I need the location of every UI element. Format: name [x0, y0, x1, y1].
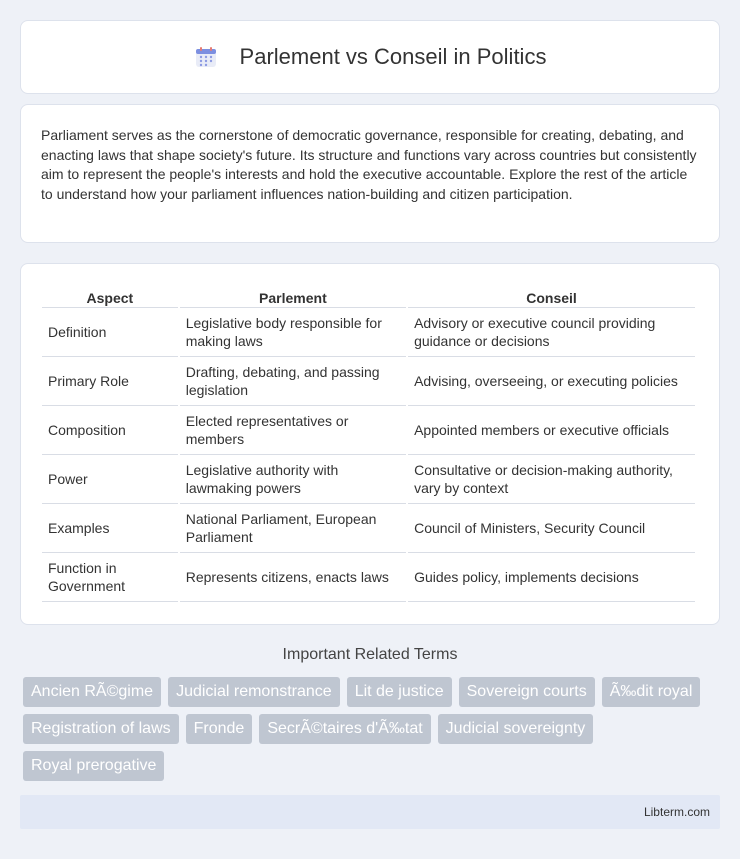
intro-card	[20, 104, 720, 243]
table-cell: Consultative or decision-making authority, vary by context	[408, 455, 695, 504]
table-cell: Elected representatives or members	[180, 406, 406, 455]
table-cell: National Parliament, European Parliament	[180, 504, 406, 553]
related-term-tag[interactable]: SecrÃ©taires d'Ã‰tat	[259, 714, 430, 744]
table-row	[42, 357, 695, 406]
table-row	[42, 308, 695, 357]
table-cell: Primary Role	[42, 357, 178, 406]
table-cell: Definition	[42, 308, 178, 357]
title-card	[20, 20, 720, 94]
header-conseil: Conseil	[408, 284, 695, 308]
related-term-tag[interactable]: Royal prerogative	[23, 751, 164, 781]
table-cell: Advising, overseeing, or executing policies	[408, 357, 695, 406]
related-terms-heading: Important Related Terms	[282, 646, 458, 663]
table-row	[42, 553, 695, 602]
related-term-tag[interactable]: Sovereign courts	[459, 677, 595, 707]
table-cell: Represents citizens, enacts laws	[180, 553, 406, 602]
header-aspect: Aspect	[42, 284, 178, 308]
related-term-tag[interactable]: Ã‰dit royal	[602, 677, 701, 707]
table-cell: Power	[42, 455, 178, 504]
table-cell: Examples	[42, 504, 178, 553]
related-term-tag[interactable]: Fronde	[186, 714, 253, 744]
page-title: Parlement vs Conseil in Politics	[239, 44, 547, 69]
footer-site-link[interactable]: Libterm.com	[643, 805, 710, 819]
related-term-tag[interactable]: Judicial remonstrance	[168, 677, 340, 707]
related-term-tag[interactable]: Ancien RÃ©gime	[23, 677, 161, 707]
calendar-icon	[194, 45, 218, 69]
header-parlement: Parlement	[180, 284, 406, 308]
table-header-row	[42, 284, 695, 308]
related-term-tag[interactable]: Lit de justice	[347, 677, 452, 707]
table-cell: Function in Government	[42, 553, 178, 602]
comparison-table	[40, 284, 697, 602]
table-cell: Legislative authority with lawmaking powers	[180, 455, 406, 504]
table-row	[42, 455, 695, 504]
related-terms-list	[23, 677, 723, 781]
comparison-table-card	[20, 263, 720, 625]
related-term-tag[interactable]: Registration of laws	[23, 714, 179, 744]
table-cell: Composition	[42, 406, 178, 455]
table-cell: Drafting, debating, and passing legislation	[180, 357, 406, 406]
table-cell: Appointed members or executive officials	[408, 406, 695, 455]
related-term-tag[interactable]: Judicial sovereignty	[438, 714, 594, 744]
table-row	[42, 406, 695, 455]
table-row	[42, 504, 695, 553]
table-cell: Guides policy, implements decisions	[408, 553, 695, 602]
intro-paragraph: Parliament serves as the cornerstone of democratic governance, responsible for creating, debating, and enacting laws that shape society's future. Its structure and functions vary across countries but consistently aim to represent the people's interests and hold the executive accountable. Explore the rest of the article to understand how your parliament influences nation-building and citizen participation.	[41, 127, 697, 202]
table-cell: Advisory or executive council providing guidance or decisions	[408, 308, 695, 357]
table-cell: Council of Ministers, Security Council	[408, 504, 695, 553]
table-cell: Legislative body responsible for making laws	[180, 308, 406, 357]
footer	[20, 795, 720, 829]
